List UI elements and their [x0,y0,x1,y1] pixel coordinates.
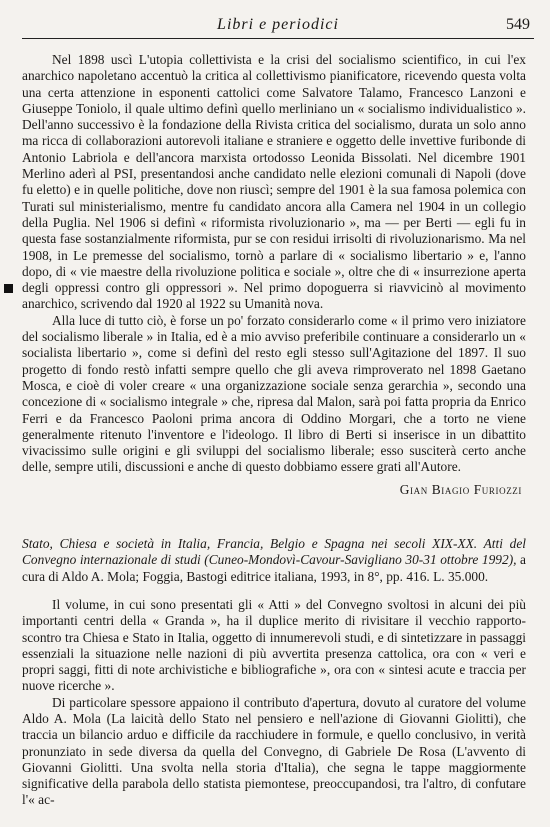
review-heading-title: Stato, Chiesa e società in Italia, Francia, Belgio e Spagna nei secoli XIX-XX. Atti del Convegno internazionale di studi (Cuneo-Mondovì-Cavour-Savigliano 30-31 ottobre 1992), [22,536,526,568]
page-number: 549 [506,16,530,33]
page-body [22,52,526,809]
review-heading-publication: a cura di Aldo A. Mola; Foggia, Bastogi editrice italiana, 1993, in 8°, pp. 416. L. 35.000. [22,552,527,584]
page-header [22,14,534,39]
paragraph-2: Alla luce di tutto ciò, è forse un po' forzato considerarlo come « il primo vero iniziatore del socialismo liberale » in Italia, ed è a mio avviso preferibile continuare a considerarlo un « socialista libertario », come si definì del resto egli stesso sull'Agitazione del 1897. Il suo progetto di fondo restò infatti sempre quello che gli aveva rimproverato nel 1898 Gaetano Mosca, e cioè di voler creare « una organizzazione sociale senza gerarchia », secondo una concezione di « socialismo integrale » che, ripresa dal Malon, sarà poi fatta propria da Enrico Ferri e da Francesco Paoloni prima ancora di Oddino Morgari, che a torto ne viene generalmente ritenuto l'inventore e l'ideologo. Il libro di Berti si inserisce in un dibattito vivacissimo sulle origini e gli sviluppi del socialismo liberale; esso susciterà certo anche delle, sempre utili, discussioni e anche di questo dobbiamo essere grati all'Autore. [22,312,526,475]
paragraph-3: Il volume, in cui sono presentati gli « Atti » del Convegno svoltosi in alcuni dei più importanti centri della « Granda », ha il duplice merito di rivisitare il vecchio rapporto-scontro tra Chiesa e Stato in Italia, oggetto di innumerevoli studi, e di sintetizzare in passaggi essenziali la situazione nelle nazioni di più avvertita presenza cattolica, ora con « veri e propri saggi, fitti di note archivistiche e bibliografiche », ora con « sintesi acute e traccia per nuove ricerche ». [22,596,526,694]
paragraph-4: Di particolare spessore appaiono il contributo d'apertura, dovuto al curatore del volume Aldo A. Mola (La laicità dello Stato nel pensiero e nell'azione di Giovanni Giolitti), che traccia un bilancio arduo e difficile da racchiudere in formule, e quello conclusivo, in verità pronunziato in sede diversa da quella del Convegno, di Gabriele De Rosa (L'avvento di Giovanni Giolitti. Una svolta nella storia d'Italia), che segna le tappe maggiormente significative della parabola dello statista piemontese, preoccupandosi, tra l'altro, di confutare l'« ac- [22,694,526,808]
review-heading [22,536,526,585]
running-head: Libri e periodici [217,16,339,33]
review-signature: Gian Biagio Furiozzi [399,481,522,497]
margin-marker [4,284,13,293]
paragraph-1: Nel 1898 uscì L'utopia collettivista e la crisi del socialismo scientifico, in cui l'ex anarchico napoletano accentuò la critica al collettivismo pianificatore, ricevendo questa volta una certa attenzione in esponenti cattolici come Salvatore Talamo, Francesco Lanzoni e Giuseppe Toniolo, il quale ultimo definì quello merliniano un « socialismo individualistico ». Dell'anno successivo è la fondazione della Rivista critica del socialismo, durata un solo anno ma ricca di collaborazioni autorevoli italiane e straniere e oggetto delle invettive furibonde di Antonio Labriola e dell'ancora marxista ortodosso Leonida Bissolati. Nel dicembre 1901 Merlino aderì al PSI, presentandosi anche candidato nelle elezioni comunali di Napoli (dove fu eletto) e in quelle politiche, dove non riuscì; sempre del 1901 è la sua famosa polemica con Turati sul ministerialismo, mentre fu candidato ancora alla Camera nel 1904 in un collegio della Puglia. Nel 1906 si definì « riformista rivoluzionario », ma — per Berti — egli fu in questa fase sostanzialmente riformista, pur se con residui irrisolti di rivoluzionarismo. Ma nel 1908, in Le premesse del socialismo, tornò a parlare di « socialismo libertario » e, l'anno dopo, di « vie maestre della rivoluzione politica e sociale », oltre che di « insurrezione aperta degli oppressi contro gli oppressori ». Nel primo dopoguerra si riavvicinò al movimento anarchico, scrivendo dal 1920 al 1922 su Umanità nova. [22,52,526,312]
